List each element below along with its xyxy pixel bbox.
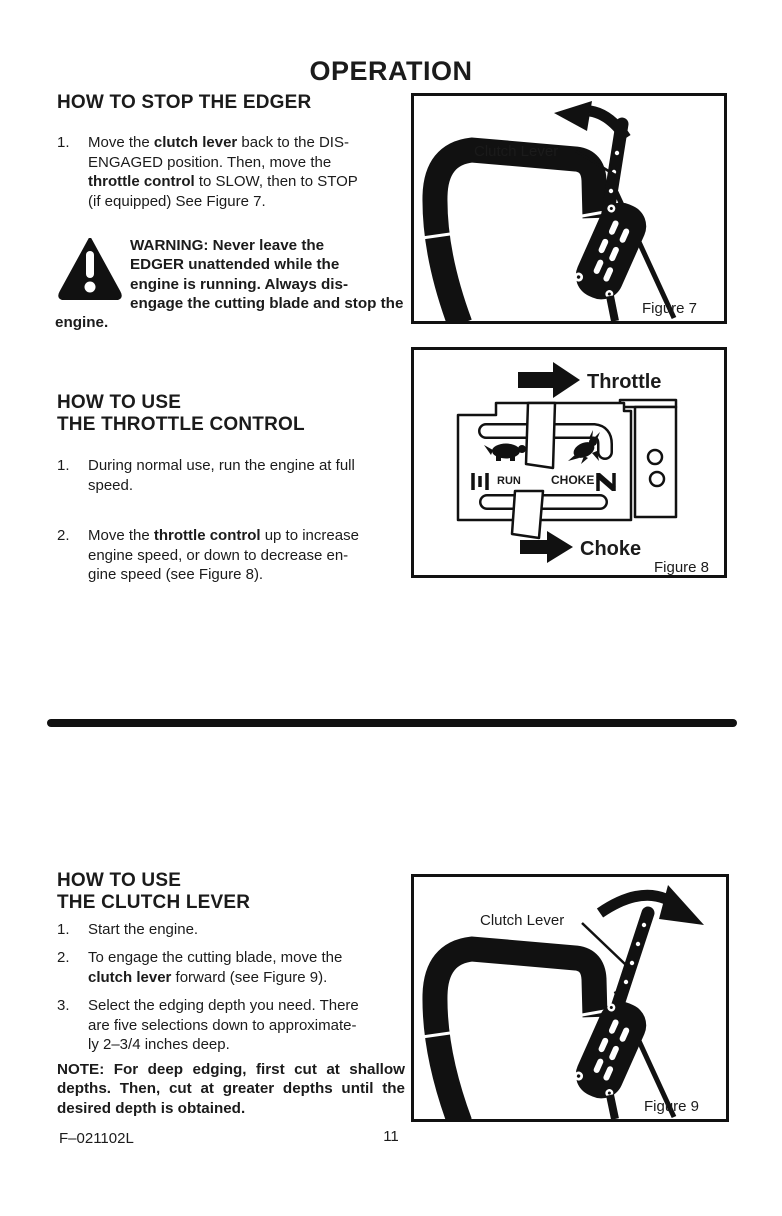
page-number: 11: [383, 1128, 399, 1145]
callout-clutch-lever: Clutch Lever: [480, 912, 565, 929]
figure-caption: Figure 9: [644, 1098, 700, 1115]
heading-stop-edger: HOW TO STOP THE EDGER: [57, 92, 312, 113]
choke-small-label: CHOKE: [551, 473, 595, 487]
handlebar-drawing: [422, 150, 610, 321]
list-item: 1. Move the clutch lever back to the DIS- ENGAGED position. Then, move the throttle control to SLOW, then to STOP (if equipped) See Figure 7.: [57, 134, 358, 210]
arrow-left-icon: [554, 101, 626, 138]
callout-clutch-lever: Clutch Lever: [474, 143, 559, 160]
control-housing: [569, 196, 654, 321]
warning-triangle-icon: [57, 238, 123, 300]
list-item: 1. During normal use, run the engine at full speed.: [57, 457, 355, 494]
figure-caption: Figure 7: [642, 300, 698, 317]
throttle-label: Throttle: [587, 371, 662, 393]
figure-7: [411, 93, 727, 324]
form-number: F–021102L: [59, 1130, 134, 1147]
figure-8: [411, 347, 727, 578]
figure-9: [411, 874, 729, 1122]
heading-throttle-control: HOW TO USE THE THROTTLE CONTROL: [57, 392, 305, 435]
list-item: 3. Select the edging depth you need. There are five selections down to approximate- ly 2–3/4 inches deep.: [57, 997, 359, 1053]
note-paragraph: NOTE: For deep edging, first cut at shallow depths. Then, cut at greater depths until the desired depth is obtained.: [57, 1061, 405, 1117]
run-label: RUN: [497, 475, 521, 487]
list-item: 2. To engage the cutting blade, move the clutch lever forward (see Figure 9).: [57, 949, 343, 986]
choke-label: Choke: [580, 538, 642, 560]
heading-clutch-lever: HOW TO USE THE CLUTCH LEVER: [57, 870, 251, 913]
handlebar-drawing: [422, 949, 610, 1119]
figure-caption: Figure 8: [654, 559, 710, 575]
section-divider: [47, 719, 737, 727]
list-item: 2. Move the throttle control up to increase engine speed, or down to decrease en- gine speed (see Figure 8).: [57, 527, 359, 583]
warning-block: [55, 236, 407, 332]
throttle-arrow-icon: [518, 362, 580, 398]
warning-text: WARNING: Never leave the EDGER unattended while the engine is running. Always dis- engage the cutting blade and stop the engine.: [55, 237, 404, 332]
control-housing: [569, 995, 654, 1119]
list-item: 1. Start the engine.: [57, 921, 199, 938]
page-title: OPERATION: [309, 56, 473, 86]
